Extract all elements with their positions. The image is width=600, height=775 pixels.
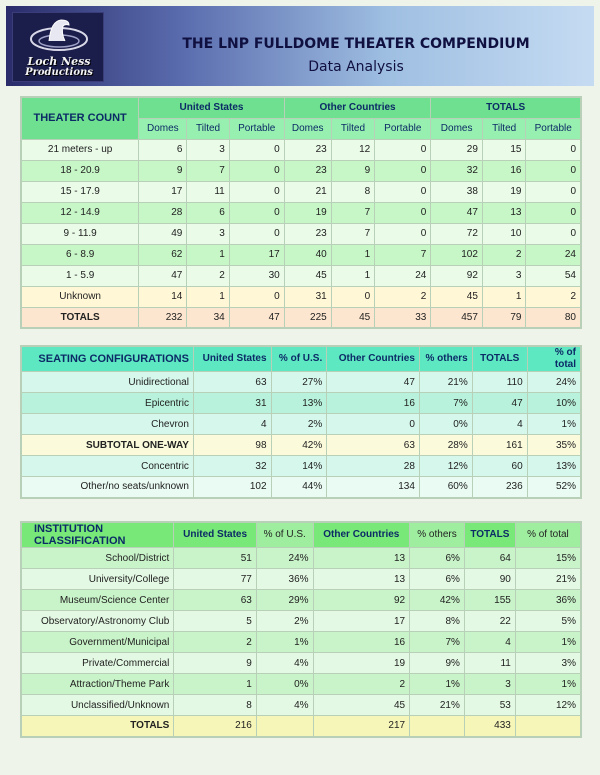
totals-label: TOTALS	[21, 307, 139, 328]
table-row	[21, 202, 581, 223]
table-cell: 7	[331, 223, 375, 244]
table-cell: 17	[229, 244, 284, 265]
table-cell: 45	[284, 265, 331, 286]
table-cell: 2	[482, 244, 526, 265]
table-cell: 19	[482, 181, 526, 202]
table-cell: 1%	[515, 674, 581, 695]
row-label: Private/Commercial	[21, 653, 174, 674]
logo-text-line1: Loch Ness	[27, 55, 91, 68]
table-cell: 98	[193, 435, 271, 456]
table-cell: 1	[331, 265, 375, 286]
table-cell: 6	[187, 202, 229, 223]
table-cell: 3	[464, 674, 515, 695]
table-cell: 9	[139, 160, 187, 181]
group-header-us: United States	[139, 97, 284, 118]
column-header: Other Countries	[327, 346, 420, 372]
table-cell: 6%	[410, 548, 465, 569]
table-cell: 19	[313, 653, 410, 674]
table-cell: 23	[284, 223, 331, 244]
table-cell: 16	[313, 632, 410, 653]
table-cell: 44%	[271, 477, 327, 498]
page-header	[6, 6, 594, 86]
row-label: Government/Municipal	[21, 632, 174, 653]
row-label: Other/no seats/unknown	[21, 477, 193, 498]
row-label: 18 - 20.9	[21, 160, 139, 181]
table-cell: 1%	[515, 632, 581, 653]
table-cell: 1%	[527, 414, 581, 435]
row-label: 21 meters - up	[21, 139, 139, 160]
table-cell: 23	[284, 139, 331, 160]
table-cell: 9	[174, 653, 257, 674]
column-header: % of U.S.	[256, 522, 313, 548]
table-cell: 0	[229, 223, 284, 244]
table-cell: 7	[375, 244, 431, 265]
column-header: Domes	[139, 118, 187, 139]
column-header: Portable	[526, 118, 581, 139]
table-cell: 15%	[515, 548, 581, 569]
group-header-totals: TOTALS	[431, 97, 581, 118]
table-cell: 21%	[419, 372, 472, 393]
table-cell: 236	[472, 477, 527, 498]
group-header-other: Other Countries	[284, 97, 431, 118]
table-cell: 27%	[271, 372, 327, 393]
column-header: % of total	[527, 346, 581, 372]
table-cell: 3	[187, 223, 229, 244]
table-cell: 64	[464, 548, 515, 569]
table-cell: 4	[193, 414, 271, 435]
table-row	[21, 632, 581, 653]
table-cell: 28	[139, 202, 187, 223]
seating-configurations-table	[20, 345, 582, 499]
totals-cell: 225	[284, 307, 331, 328]
table-cell: 0	[375, 160, 431, 181]
table-cell: 1	[174, 674, 257, 695]
column-header: Tilted	[187, 118, 229, 139]
table-cell: 6	[139, 139, 187, 160]
table-cell: 0%	[419, 414, 472, 435]
table-cell: 0	[327, 414, 420, 435]
table-cell: 38	[431, 181, 483, 202]
table-cell: 155	[464, 590, 515, 611]
table-cell: 28%	[419, 435, 472, 456]
table-cell: 49	[139, 223, 187, 244]
table-cell: 1%	[410, 674, 465, 695]
row-label: Unclassified/Unknown	[21, 695, 174, 716]
table-cell: 29	[431, 139, 483, 160]
column-header: Portable	[229, 118, 284, 139]
table-cell: 40	[284, 244, 331, 265]
row-label: Observatory/Astronomy Club	[21, 611, 174, 632]
totals-cell: 80	[526, 307, 581, 328]
table-cell: 3%	[515, 653, 581, 674]
page-subtitle: Data Analysis	[308, 59, 404, 75]
column-header: TOTALS	[464, 522, 515, 548]
table-cell: 5	[174, 611, 257, 632]
table-cell: 36%	[515, 590, 581, 611]
column-header: Tilted	[331, 118, 375, 139]
totals-cell: 216	[174, 716, 257, 737]
row-label: Museum/Science Center	[21, 590, 174, 611]
row-label: 9 - 11.9	[21, 223, 139, 244]
row-label: 6 - 8.9	[21, 244, 139, 265]
table-cell: 3	[482, 265, 526, 286]
row-label: Chevron	[21, 414, 193, 435]
table-cell: 9	[331, 160, 375, 181]
table-cell: 4	[472, 414, 527, 435]
totals-cell: 34	[187, 307, 229, 328]
totals-row	[21, 307, 581, 328]
table-row	[21, 265, 581, 286]
totals-cell: 33	[375, 307, 431, 328]
table-row	[21, 477, 581, 498]
totals-cell	[410, 716, 465, 737]
table-cell: 10%	[527, 393, 581, 414]
table-cell: 134	[327, 477, 420, 498]
table-cell: 31	[193, 393, 271, 414]
table-cell: 3	[187, 139, 229, 160]
table-cell: 110	[472, 372, 527, 393]
table-cell: 0	[331, 286, 375, 307]
table-row	[21, 611, 581, 632]
table-row	[21, 435, 581, 456]
table-cell: 4%	[256, 653, 313, 674]
row-label: Unknown	[21, 286, 139, 307]
page-title: THE LNP FULLDOME THEATER COMPENDIUM	[182, 36, 530, 52]
table-cell: 47	[472, 393, 527, 414]
table-cell: 0	[526, 181, 581, 202]
loch-ness-logo	[12, 12, 104, 82]
table-cell: 0	[375, 181, 431, 202]
table-cell: 19	[284, 202, 331, 223]
table-cell: 161	[472, 435, 527, 456]
column-header: United States	[193, 346, 271, 372]
theater-count-table	[20, 96, 582, 329]
table-cell: 42%	[271, 435, 327, 456]
table-cell: 0	[526, 160, 581, 181]
row-label: University/College	[21, 569, 174, 590]
table-row	[21, 393, 581, 414]
table-row	[21, 653, 581, 674]
table-cell: 1	[482, 286, 526, 307]
theater-count-corner-header: THEATER COUNT	[21, 97, 139, 139]
table-cell: 1	[187, 286, 229, 307]
table-cell: 24	[526, 244, 581, 265]
totals-cell	[256, 716, 313, 737]
table-cell: 47	[327, 372, 420, 393]
table-cell: 28	[327, 456, 420, 477]
column-header: % of total	[515, 522, 581, 548]
table-cell: 0	[375, 139, 431, 160]
table-cell: 32	[431, 160, 483, 181]
totals-cell: 232	[139, 307, 187, 328]
table-cell: 0%	[256, 674, 313, 695]
table-cell: 4	[464, 632, 515, 653]
table-cell: 9%	[410, 653, 465, 674]
table-cell: 11	[187, 181, 229, 202]
table-cell: 13	[313, 569, 410, 590]
table-cell: 17	[139, 181, 187, 202]
institution-title-header: INSTITUTION CLASSIFICATION	[21, 522, 174, 548]
table-cell: 0	[526, 223, 581, 244]
table-row	[21, 590, 581, 611]
table-cell: 12%	[515, 695, 581, 716]
table-cell: 11	[464, 653, 515, 674]
table-cell: 53	[464, 695, 515, 716]
table-cell: 29%	[256, 590, 313, 611]
row-label: School/District	[21, 548, 174, 569]
table-cell: 63	[174, 590, 257, 611]
table-cell: 24	[375, 265, 431, 286]
table-cell: 0	[229, 139, 284, 160]
table-cell: 77	[174, 569, 257, 590]
table-row	[21, 181, 581, 202]
table-cell: 14	[139, 286, 187, 307]
table-cell: 36%	[256, 569, 313, 590]
column-header: Portable	[375, 118, 431, 139]
table-cell: 13%	[271, 393, 327, 414]
table-cell: 14%	[271, 456, 327, 477]
table-cell: 2	[526, 286, 581, 307]
table-cell: 13	[313, 548, 410, 569]
table-cell: 2%	[256, 611, 313, 632]
table-cell: 7	[187, 160, 229, 181]
table-cell: 12%	[419, 456, 472, 477]
row-label: Concentric	[21, 456, 193, 477]
table-cell: 24%	[256, 548, 313, 569]
table-cell: 31	[284, 286, 331, 307]
totals-cell: 79	[482, 307, 526, 328]
logo-text-line2: Productions	[25, 67, 93, 78]
table-cell: 24%	[527, 372, 581, 393]
table-cell: 60%	[419, 477, 472, 498]
totals-cell: 47	[229, 307, 284, 328]
table-cell: 0	[526, 139, 581, 160]
table-cell: 0	[375, 202, 431, 223]
table-cell: 13	[482, 202, 526, 223]
table-cell: 0	[375, 223, 431, 244]
table-cell: 7%	[410, 632, 465, 653]
table-cell: 52%	[527, 477, 581, 498]
table-cell: 2	[375, 286, 431, 307]
row-label: Unidirectional	[21, 372, 193, 393]
row-label: Epicentric	[21, 393, 193, 414]
table-cell: 54	[526, 265, 581, 286]
table-cell: 42%	[410, 590, 465, 611]
totals-cell: 45	[331, 307, 375, 328]
table-cell: 8%	[410, 611, 465, 632]
column-header: Tilted	[482, 118, 526, 139]
table-row	[21, 139, 581, 160]
table-cell: 2	[313, 674, 410, 695]
table-cell: 5%	[515, 611, 581, 632]
row-label: 15 - 17.9	[21, 181, 139, 202]
table-row	[21, 695, 581, 716]
totals-cell: 217	[313, 716, 410, 737]
table-cell: 6%	[410, 569, 465, 590]
table-cell: 21	[284, 181, 331, 202]
seating-title-header: SEATING CONFIGURATIONS	[21, 346, 193, 372]
column-header: Domes	[284, 118, 331, 139]
table-cell: 8	[331, 181, 375, 202]
column-header: % others	[410, 522, 465, 548]
column-header: TOTALS	[472, 346, 527, 372]
table-cell: 47	[139, 265, 187, 286]
table-cell: 1%	[256, 632, 313, 653]
table-cell: 2	[174, 632, 257, 653]
row-label: Attraction/Theme Park	[21, 674, 174, 695]
table-cell: 51	[174, 548, 257, 569]
table-cell: 2	[187, 265, 229, 286]
table-cell: 7	[331, 202, 375, 223]
table-cell: 0	[229, 286, 284, 307]
table-cell: 23	[284, 160, 331, 181]
table-cell: 0	[229, 202, 284, 223]
table-row	[21, 286, 581, 307]
table-cell: 102	[193, 477, 271, 498]
table-row	[21, 244, 581, 265]
table-cell: 90	[464, 569, 515, 590]
table-row	[21, 674, 581, 695]
totals-cell: 433	[464, 716, 515, 737]
table-cell: 62	[139, 244, 187, 265]
institution-classification-table	[20, 521, 582, 738]
row-label: 12 - 14.9	[21, 202, 139, 223]
table-cell: 8	[174, 695, 257, 716]
table-cell: 32	[193, 456, 271, 477]
table-cell: 45	[431, 286, 483, 307]
table-cell: 63	[193, 372, 271, 393]
table-cell: 45	[313, 695, 410, 716]
table-cell: 12	[331, 139, 375, 160]
table-cell: 16	[482, 160, 526, 181]
totals-cell: 457	[431, 307, 483, 328]
table-cell: 21%	[515, 569, 581, 590]
table-row	[21, 372, 581, 393]
table-cell: 1	[331, 244, 375, 265]
table-cell: 22	[464, 611, 515, 632]
totals-row	[21, 716, 581, 737]
table-cell: 0	[229, 181, 284, 202]
row-label: SUBTOTAL ONE-WAY	[21, 435, 193, 456]
totals-cell	[515, 716, 581, 737]
totals-label: TOTALS	[21, 716, 174, 737]
table-row	[21, 569, 581, 590]
table-cell: 7%	[419, 393, 472, 414]
table-cell: 102	[431, 244, 483, 265]
column-header: Domes	[431, 118, 483, 139]
table-row	[21, 223, 581, 244]
column-header: Other Countries	[313, 522, 410, 548]
row-label: 1 - 5.9	[21, 265, 139, 286]
table-cell: 60	[472, 456, 527, 477]
table-cell: 35%	[527, 435, 581, 456]
table-row	[21, 160, 581, 181]
table-cell: 15	[482, 139, 526, 160]
table-cell: 92	[313, 590, 410, 611]
table-cell: 0	[229, 160, 284, 181]
table-cell: 47	[431, 202, 483, 223]
nessie-icon	[27, 15, 91, 53]
table-row	[21, 414, 581, 435]
table-cell: 10	[482, 223, 526, 244]
table-cell: 13%	[527, 456, 581, 477]
table-cell: 2%	[271, 414, 327, 435]
table-cell: 4%	[256, 695, 313, 716]
column-header: % others	[419, 346, 472, 372]
table-row	[21, 548, 581, 569]
table-cell: 92	[431, 265, 483, 286]
table-cell: 17	[313, 611, 410, 632]
table-row	[21, 456, 581, 477]
column-header: % of U.S.	[271, 346, 327, 372]
table-cell: 72	[431, 223, 483, 244]
table-cell: 16	[327, 393, 420, 414]
column-header: United States	[174, 522, 257, 548]
table-cell: 63	[327, 435, 420, 456]
table-cell: 0	[526, 202, 581, 223]
table-cell: 30	[229, 265, 284, 286]
table-cell: 1	[187, 244, 229, 265]
table-cell: 21%	[410, 695, 465, 716]
